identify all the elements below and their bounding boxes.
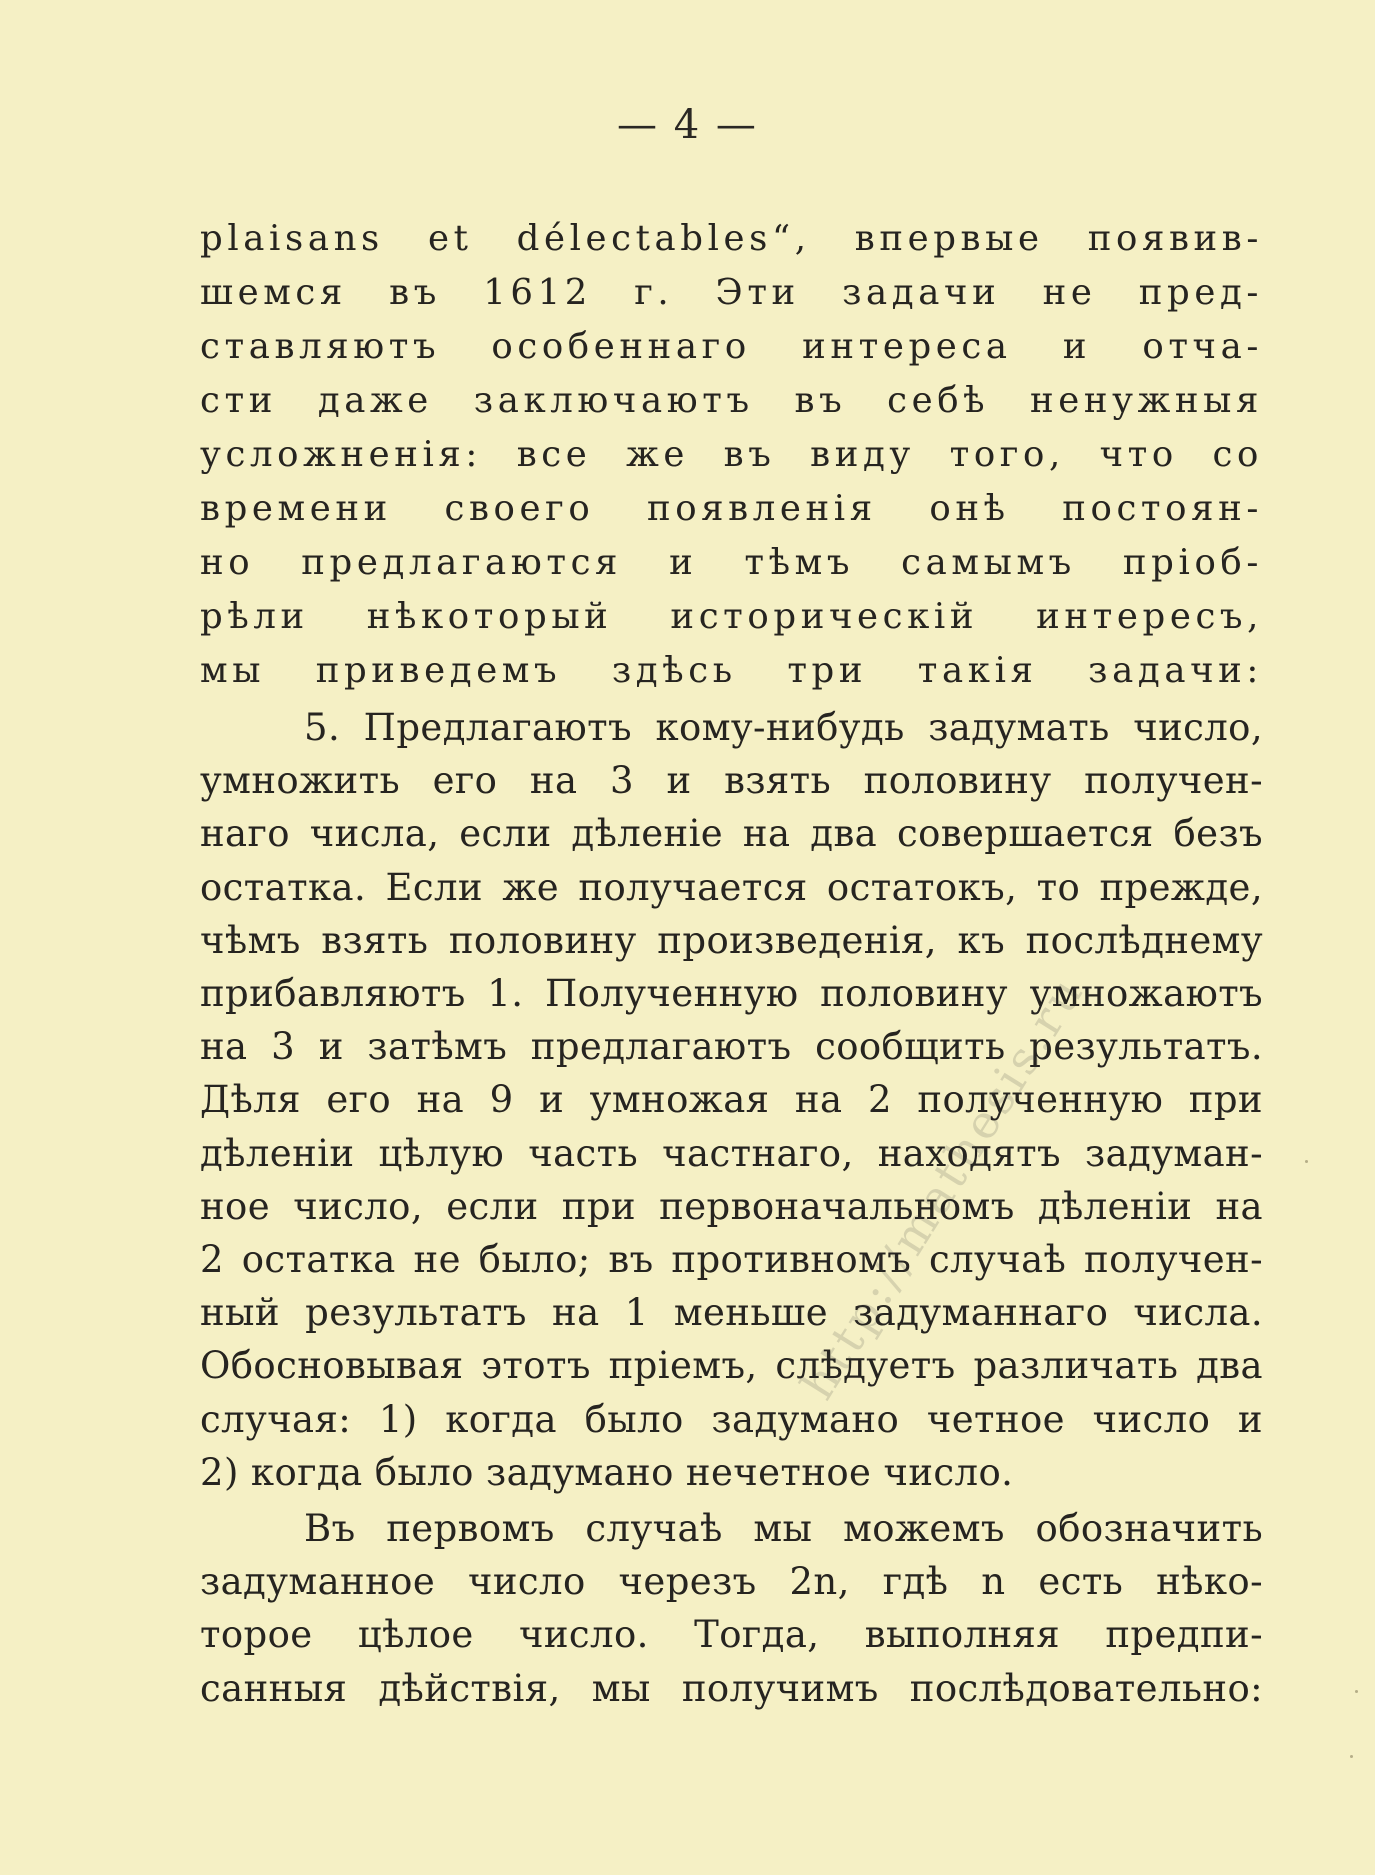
- text-line: рѣли нѣкоторый историческій интересъ,: [200, 596, 1263, 637]
- text-line: торое цѣлое число. Тогда, выполняя предпи-: [200, 1613, 1263, 1657]
- text-line: мы приведемъ здѣсь три такія задачи:: [200, 650, 1263, 691]
- paragraph-6: [200, 1502, 1263, 1715]
- text-line: Обосновывая этотъ пріемъ, слѣдуетъ различать два: [200, 1344, 1263, 1388]
- text-line: наго числа, если дѣленіе на два совершается безъ: [200, 812, 1263, 856]
- text-line: остатка. Если же получается остатокъ, то прежде,: [200, 865, 1263, 909]
- paper-speck: [1305, 1160, 1308, 1163]
- paragraph-5: [200, 701, 1263, 1499]
- text-line: прибавляютъ 1. Полученную половину умножаютъ: [200, 972, 1263, 1016]
- text-line: plaisans et délectables“, впервые появив-: [200, 218, 1263, 259]
- text-line: умножить его на 3 и взять половину получен-: [200, 759, 1263, 803]
- text-line: дѣленіи цѣлую часть частнаго, находятъ задуман-: [200, 1131, 1263, 1175]
- text-line: но предлагаются и тѣмъ самымъ пріоб-: [200, 542, 1263, 583]
- text-line: усложненія: все же въ виду того, что со: [200, 434, 1263, 475]
- text-line: ставляютъ особеннаго интереса и отча-: [200, 326, 1263, 367]
- text-line: ный результатъ на 1 меньше задуманнаго числа.: [200, 1291, 1263, 1335]
- text-line: чѣмъ взять половину произведенія, къ послѣднему: [200, 918, 1263, 962]
- text-line: 5. Предлагаютъ кому-нибудь задумать число,: [304, 706, 1263, 749]
- text-line: времени своего появленія онѣ постоян-: [200, 488, 1263, 529]
- text-line: Дѣля его на 9 и умножая на 2 полученную при: [200, 1078, 1263, 1122]
- text-line: случая: 1) когда было задумано четное число и: [200, 1397, 1263, 1441]
- paper-speck: [1350, 1755, 1353, 1758]
- text-line: 2 остатка не было; въ противномъ случаѣ получен-: [200, 1238, 1263, 1282]
- paper-speck: [1355, 1690, 1358, 1693]
- page-number: — 4 —: [617, 102, 758, 148]
- watermark: http://mathesis.ru: [790, 965, 1095, 1409]
- text-line: ное число, если при первоначальномъ дѣленіи на: [200, 1184, 1263, 1228]
- text-line: санныя дѣйствія, мы получимъ послѣдовательно:: [200, 1666, 1263, 1710]
- text-line: задуманное число черезъ 2n, гдѣ n есть нѣко-: [200, 1560, 1263, 1604]
- text-line: 2) когда было задумано нечетное число.: [200, 1450, 1014, 1494]
- spaced-paragraph: [200, 212, 1263, 698]
- text-line: на 3 и затѣмъ предлагаютъ сообщить результатъ.: [200, 1025, 1263, 1069]
- text-line: Въ первомъ случаѣ мы можемъ обозначить: [304, 1507, 1263, 1550]
- text-line: сти даже заключаютъ въ себѣ ненужныя: [200, 380, 1263, 421]
- text-line: шемся въ 1612 г. Эти задачи не пред-: [200, 272, 1263, 313]
